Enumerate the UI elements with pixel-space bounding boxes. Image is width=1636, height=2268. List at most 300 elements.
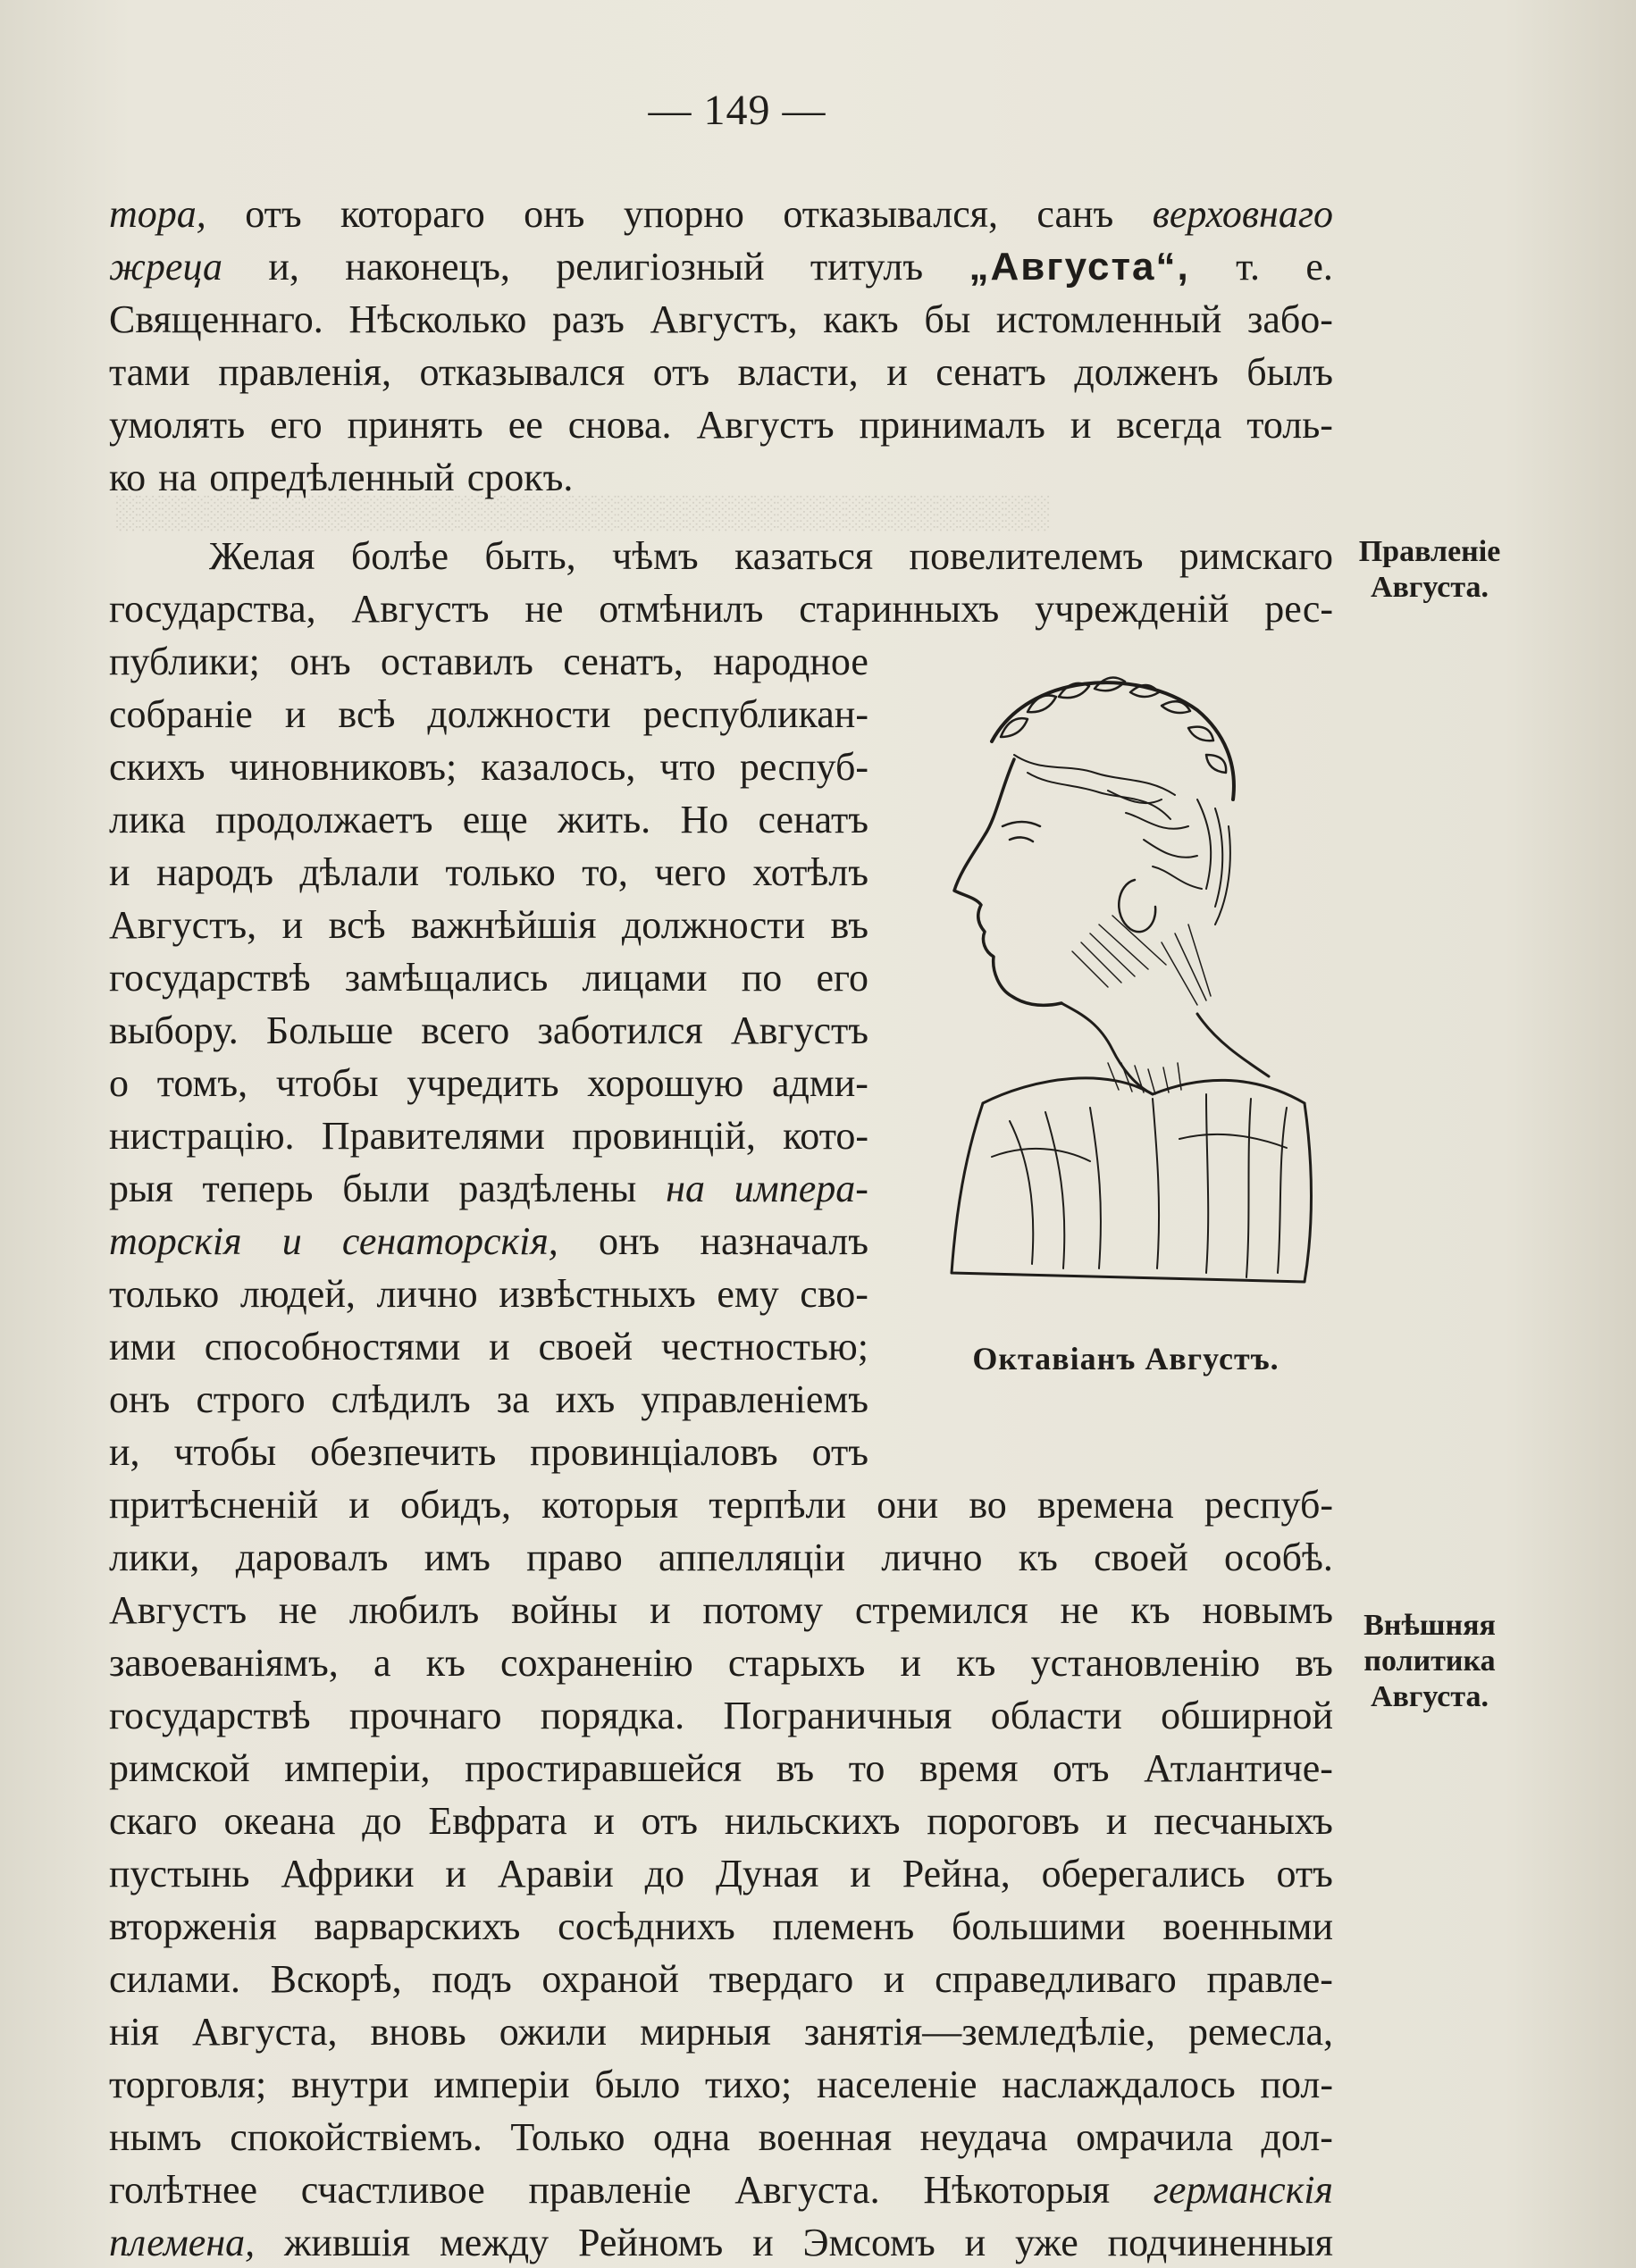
word: къ: [1018, 1536, 1058, 1579]
word: сенатъ: [935, 350, 1046, 394]
word: германскія: [1153, 2168, 1333, 2212]
word: Августъ: [730, 1008, 868, 1052]
word: Августъ: [696, 403, 835, 447]
word: голѣтнее: [109, 2168, 258, 2212]
word: чтобы: [173, 1430, 277, 1474]
word: долженъ: [1074, 350, 1219, 394]
word: онъ: [598, 1219, 660, 1263]
word: о: [109, 1061, 129, 1105]
word: Священнаго.: [109, 297, 323, 341]
word: упорно: [623, 192, 744, 236]
word: Аравіи: [497, 1852, 614, 1896]
word: ее: [508, 403, 543, 447]
text-line: [109, 741, 868, 793]
word: народное: [713, 640, 868, 683]
text-line: [109, 1847, 1333, 1900]
word: на: [158, 456, 197, 499]
text-line: [109, 1478, 1333, 1531]
word: религіозный: [556, 245, 765, 289]
word: Желая: [209, 534, 315, 578]
word: порядка.: [540, 1694, 685, 1737]
word: правленія,: [218, 350, 391, 394]
word: то,: [582, 850, 628, 894]
word: и: [593, 1799, 615, 1843]
word: пустынь: [109, 1852, 250, 1896]
word: чиновниковъ;: [229, 745, 457, 789]
word: аппелляціи: [658, 1536, 846, 1579]
word: чего: [654, 850, 726, 894]
word: его: [816, 956, 868, 1000]
word: оберегались: [1041, 1852, 1246, 1896]
word: во: [969, 1483, 1007, 1527]
word: нистрацію.: [109, 1114, 295, 1158]
text-line: [109, 1742, 1333, 1795]
word: учредить: [407, 1061, 559, 1105]
word: Эмсомъ: [802, 2221, 935, 2264]
word: оставилъ: [380, 640, 533, 683]
word: „Августа“,: [969, 245, 1190, 289]
word: е.: [1305, 245, 1333, 289]
word: ремесла,: [1187, 2010, 1333, 2054]
sidenote-line: Внѣшняя: [1363, 1609, 1496, 1642]
word: рыя: [109, 1167, 173, 1210]
word: стремился: [854, 1588, 1028, 1632]
word: одна: [652, 2115, 731, 2159]
word: и: [964, 2221, 986, 2264]
word: провинціаловъ: [530, 1430, 778, 1474]
word: чѣмъ: [612, 534, 699, 578]
word: обширной: [1161, 1694, 1333, 1737]
word: вторженія: [109, 1904, 277, 1948]
word: кото-: [783, 1114, 868, 1158]
word: торговля;: [109, 2063, 267, 2106]
word: должности: [621, 903, 806, 947]
word: онъ: [289, 640, 351, 683]
word: лика: [109, 798, 186, 841]
word: Августа,: [192, 2010, 338, 2054]
word: римскаго: [1179, 534, 1333, 578]
text-line: [109, 1584, 1333, 1636]
word: забо-: [1246, 297, 1333, 341]
word: право: [526, 1536, 623, 1579]
text-line: [109, 1795, 1333, 1847]
word: племена,: [109, 2221, 256, 2264]
word: ими: [109, 1325, 176, 1368]
word: новымъ: [1202, 1588, 1333, 1632]
text-line: [109, 240, 1333, 293]
word: пол-: [1260, 2063, 1333, 2106]
text-line: [109, 293, 1333, 346]
word: Августъ: [351, 587, 490, 631]
word: счастливое: [300, 2168, 485, 2212]
word: за: [496, 1377, 530, 1421]
word: не: [278, 1588, 317, 1632]
word: срокъ.: [466, 456, 574, 499]
word: мирныя: [640, 2010, 771, 2054]
text-line: [109, 1004, 868, 1057]
word: строго: [196, 1377, 306, 1421]
text-line: [109, 2216, 1333, 2268]
word: тами: [109, 350, 190, 394]
word: важнѣйшія: [411, 903, 597, 947]
word: замѣщались: [344, 956, 549, 1000]
word: и,: [109, 1430, 140, 1474]
text-line: [109, 635, 868, 688]
word: сво-: [800, 1272, 868, 1316]
text-line: [109, 899, 868, 951]
word: обидъ,: [399, 1483, 512, 1527]
text-line: [109, 1109, 868, 1162]
word: Больше: [265, 1008, 394, 1052]
word: людей,: [239, 1272, 356, 1316]
word: было: [594, 2063, 681, 2106]
text-line: [109, 1373, 868, 1426]
word: способностями: [204, 1325, 461, 1368]
text-line: [109, 688, 868, 741]
word: притѣсненій: [109, 1483, 319, 1527]
word: установленію: [1030, 1641, 1261, 1685]
word: подъ: [432, 1957, 512, 2001]
word: умолять: [109, 403, 246, 447]
word: времена: [1036, 1483, 1174, 1527]
word: нія: [109, 2010, 160, 2054]
word: большими: [952, 1904, 1126, 1948]
word: любилъ: [348, 1588, 480, 1632]
word: на: [666, 1167, 705, 1210]
word: ко: [109, 456, 147, 499]
word: и: [109, 850, 130, 894]
word: варварскихъ: [314, 1904, 521, 1948]
page-number: — 149 —: [648, 87, 826, 134]
word: Только: [510, 2115, 625, 2159]
word: неудача: [919, 2115, 1048, 2159]
word: онъ: [524, 192, 585, 236]
word: Правителями: [321, 1114, 545, 1158]
show-through-bleed: ░░░░░░░░░░░░░░░░░░░░░░░░░░░░░░░░░░░░░░░░░: [116, 494, 1051, 530]
word: власти,: [737, 350, 859, 394]
word: учрежденій: [1035, 587, 1229, 631]
word: назначалъ: [700, 1219, 868, 1263]
word: должности: [427, 692, 611, 736]
word: республикан-: [642, 692, 868, 736]
paragraph-1: [109, 188, 1333, 504]
portrait-caption: Октавіанъ Августъ.: [972, 1341, 1279, 1377]
word: хорошую: [587, 1061, 744, 1105]
word: продолжаетъ: [215, 798, 433, 841]
text-line: [109, 951, 868, 1004]
word: чтобы: [275, 1061, 379, 1105]
word: слѣдилъ: [331, 1377, 471, 1421]
word: простиравшейся: [465, 1746, 742, 1790]
word: сохраненію: [500, 1641, 693, 1685]
word: въ: [1295, 1641, 1333, 1685]
word: отмѣнилъ: [599, 587, 764, 631]
word: потому: [702, 1588, 824, 1632]
sidenote-line: Августа.: [1370, 571, 1489, 604]
word: время: [919, 1746, 1019, 1790]
word: Рейномъ: [577, 2221, 724, 2264]
word: и: [348, 1483, 370, 1527]
text-line: [109, 188, 1333, 240]
text-line: [109, 1215, 868, 1268]
word: управленіемъ: [641, 1377, 868, 1421]
sidenote-line: Правленіе: [1358, 535, 1501, 568]
word: государствѣ: [109, 956, 311, 1000]
word: и: [281, 1219, 302, 1263]
word: нильскихъ: [724, 1799, 901, 1843]
word: и: [489, 1325, 510, 1368]
text-line: [109, 1531, 1333, 1584]
word: его: [270, 403, 323, 447]
word: честностью;: [660, 1325, 868, 1368]
word: до: [362, 1799, 402, 1843]
word: тихо;: [704, 2063, 793, 2106]
word: респуб-: [1204, 1483, 1333, 1527]
word: по: [741, 956, 783, 1000]
word: респуб-: [739, 745, 868, 789]
word: прочнаго: [348, 1694, 502, 1737]
word: отказывался,: [783, 192, 998, 236]
text-line: [109, 1320, 868, 1373]
word: тора,: [109, 192, 206, 236]
text-line: [109, 1953, 1333, 2005]
portrait-illustration: [929, 657, 1340, 1309]
word: они: [877, 1483, 939, 1527]
word: силами.: [109, 1957, 240, 2001]
word: Августа.: [734, 2168, 880, 2212]
word: лицами: [582, 956, 708, 1000]
word: занятія—земледѣліе,: [803, 2010, 1155, 2054]
word: военная: [758, 2115, 893, 2159]
word: нымъ: [109, 2115, 202, 2159]
word: обезпечить: [310, 1430, 497, 1474]
word: военными: [1162, 1904, 1333, 1948]
word: которыя: [541, 1483, 679, 1527]
word: жить.: [557, 798, 651, 841]
word: принималъ: [859, 403, 1045, 447]
word: океана: [223, 1799, 336, 1843]
word: быть,: [484, 534, 576, 578]
word: опредѣленный: [209, 456, 455, 499]
word: государствѣ: [109, 1694, 311, 1737]
word: всегда: [1116, 403, 1222, 447]
text-line: [109, 2005, 1333, 2058]
word: государства,: [109, 587, 316, 631]
word: котораго: [340, 192, 485, 236]
word: всѣ: [328, 903, 386, 947]
text-line: [109, 2058, 1333, 2111]
word: всего: [421, 1008, 510, 1052]
text-line: [109, 1636, 1333, 1689]
word: завоеваніямъ,: [109, 1641, 339, 1685]
word: Но: [680, 798, 729, 841]
word: только: [445, 850, 556, 894]
word: и: [284, 692, 306, 736]
word: провинцій,: [572, 1114, 756, 1158]
word: терпѣли: [709, 1483, 846, 1527]
word: только: [109, 1272, 220, 1316]
text-line: [109, 1057, 868, 1109]
word: дол-: [1261, 2115, 1333, 2159]
text-line: [109, 530, 1333, 582]
word: лики,: [109, 1536, 200, 1579]
word: къ: [1130, 1588, 1170, 1632]
word: были: [342, 1167, 430, 1210]
word: въ: [776, 1746, 815, 1790]
word: отъ: [1276, 1852, 1333, 1896]
word: жреца: [109, 245, 222, 289]
text-line: [109, 398, 1333, 451]
word: омрачила: [1076, 2115, 1234, 2159]
word: лично: [881, 1536, 983, 1579]
word: выбору.: [109, 1008, 239, 1052]
word: еще: [462, 798, 528, 841]
word: римской: [109, 1746, 250, 1790]
word: лично: [376, 1272, 478, 1316]
word: племенъ: [772, 1904, 915, 1948]
word: санъ: [1036, 192, 1114, 236]
word: не: [1060, 1588, 1099, 1632]
word: болѣе: [350, 534, 449, 578]
word: области: [990, 1694, 1122, 1737]
word: скаго: [109, 1799, 197, 1843]
word: твердаго: [709, 1957, 854, 2001]
word: Августъ,: [109, 903, 257, 947]
text-line: [109, 2163, 1333, 2216]
text-line: [109, 793, 868, 846]
word: и: [1105, 1799, 1128, 1843]
word: верховнаго: [1152, 192, 1333, 236]
word: отъ: [245, 192, 302, 236]
word: песчаныхъ: [1154, 1799, 1333, 1843]
word: къ: [425, 1641, 466, 1685]
word: старыхъ: [727, 1641, 866, 1685]
word: Августъ: [109, 1588, 247, 1632]
word: и,: [268, 245, 299, 289]
word: сосѣднихъ: [558, 1904, 735, 1948]
text-line: [109, 1689, 1333, 1742]
word: истомленный: [995, 297, 1222, 341]
word: наслаждалось: [1002, 2063, 1236, 2106]
word: имъ: [424, 1536, 491, 1579]
word: правленіе: [528, 2168, 692, 2212]
word: жившія: [284, 2221, 411, 2264]
word: отказывался: [419, 350, 625, 394]
word: своей: [1094, 1536, 1188, 1579]
word: сенаторскія,: [341, 1219, 558, 1263]
word: ихъ: [555, 1377, 616, 1421]
text-line: [109, 1900, 1333, 1953]
word: скихъ: [109, 745, 206, 789]
word: уже: [1014, 2221, 1078, 2264]
text-line: [109, 451, 1333, 504]
word: пороговъ: [927, 1799, 1080, 1843]
text-line: [109, 2111, 1333, 2163]
word: всѣ: [338, 692, 396, 736]
word: раздѣлены: [458, 1167, 637, 1210]
word: титулъ: [810, 245, 924, 289]
word: не: [524, 587, 564, 631]
word: хотѣлъ: [752, 850, 868, 894]
word: онъ: [109, 1377, 171, 1421]
word: отъ: [811, 1430, 868, 1474]
word: публики;: [109, 640, 260, 683]
word: старинныхъ: [799, 587, 1000, 631]
word: казаться: [734, 534, 874, 578]
word: снова.: [567, 403, 672, 447]
sidenote-foreign-policy: [1345, 1608, 1514, 1715]
word: отъ: [641, 1799, 699, 1843]
text-line: [109, 582, 1333, 635]
word: что: [659, 745, 716, 789]
word: импера-: [734, 1167, 868, 1210]
word: своей: [538, 1325, 633, 1368]
word: наконецъ,: [345, 245, 510, 289]
word: даровалъ: [235, 1536, 389, 1579]
word: особѣ.: [1224, 1536, 1333, 1579]
word: повелителемъ: [909, 534, 1144, 578]
text-line: [109, 1426, 868, 1478]
word: сенатъ,: [563, 640, 684, 683]
word: до: [644, 1852, 685, 1896]
word: и: [445, 1852, 466, 1896]
word: спокойствіемъ.: [230, 2115, 482, 2159]
word: подчиненныя: [1107, 2221, 1333, 2264]
word: Евфрата: [428, 1799, 567, 1843]
text-line: [109, 1162, 868, 1215]
word: войны: [511, 1588, 618, 1632]
sidenote-government: [1345, 534, 1514, 606]
word: охраной: [541, 1957, 679, 2001]
word: томъ,: [156, 1061, 248, 1105]
word: бы: [924, 297, 971, 341]
word: отъ: [652, 350, 710, 394]
word: Нѣсколько: [348, 297, 527, 341]
sidenote-line: Августа.: [1370, 1680, 1489, 1713]
word: торскія: [109, 1219, 242, 1263]
word: сенатъ: [758, 798, 868, 841]
word: Рейна,: [902, 1852, 1011, 1896]
word: и: [900, 1641, 922, 1685]
word: заботился: [537, 1008, 703, 1052]
text-line: [109, 846, 868, 899]
word: и: [886, 350, 908, 394]
word: разъ: [551, 297, 625, 341]
word: и: [850, 1852, 871, 1896]
word: Августъ,: [650, 297, 798, 341]
text-line: [109, 346, 1333, 398]
text-line: [109, 1268, 868, 1320]
word: извѣстныхъ: [499, 1272, 696, 1316]
word: населеніе: [817, 2063, 977, 2106]
word: народъ: [156, 850, 273, 894]
word: т.: [1236, 245, 1261, 289]
word: Вскорѣ,: [270, 1957, 402, 2001]
word: и: [752, 2221, 774, 2264]
word: и: [650, 1588, 671, 1632]
word: рес-: [1264, 587, 1333, 631]
word: въ: [830, 903, 868, 947]
sidenote-line: политика: [1363, 1645, 1496, 1678]
word: правле-: [1206, 1957, 1333, 2001]
word: и: [883, 1957, 905, 2001]
word: казалось,: [481, 745, 636, 789]
word: къ: [956, 1641, 996, 1685]
word: Атлантиче-: [1144, 1746, 1333, 1790]
word: имперіи: [433, 2063, 570, 2106]
word: Дуная: [715, 1852, 819, 1896]
word: собраніе: [109, 692, 253, 736]
